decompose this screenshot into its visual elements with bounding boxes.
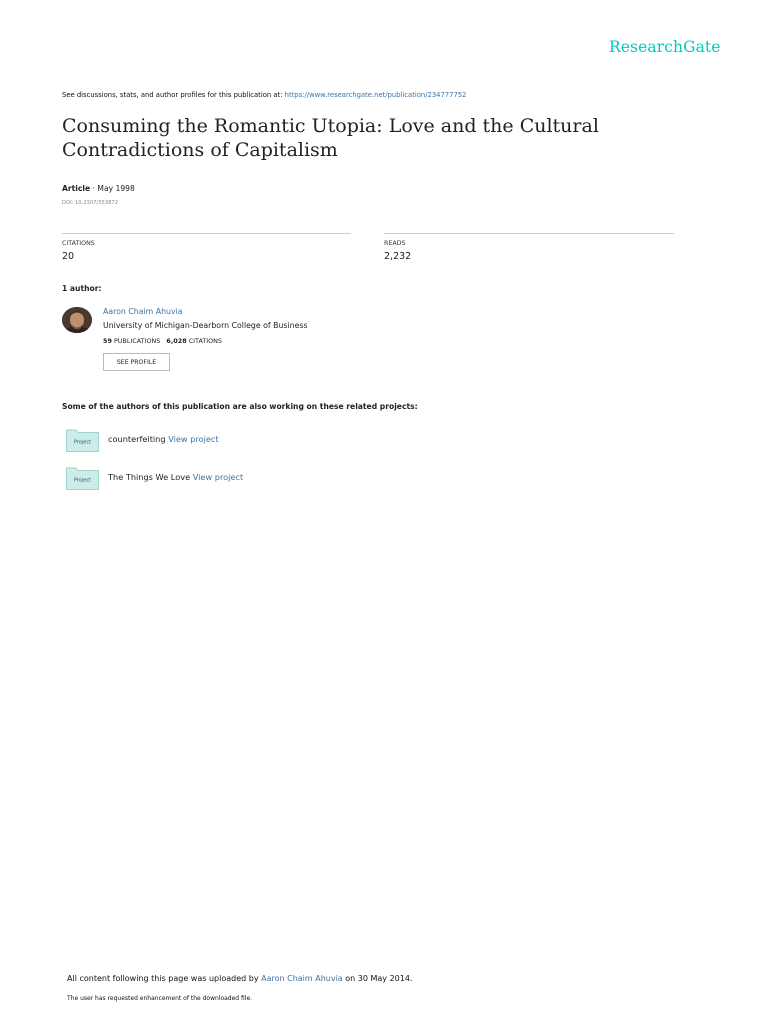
- intro-text: See discussions, stats, and author profiles for this publication at:: [62, 91, 283, 99]
- reads-label: READS: [384, 240, 406, 247]
- paper-meta: [62, 184, 135, 193]
- publication-link[interactable]: https://www.researchgate.net/publication/234777752: [284, 91, 467, 99]
- project-icon-label: Project: [73, 477, 92, 484]
- author-citations-count: 6,028: [166, 337, 187, 345]
- project-name: The Things We Love: [108, 472, 191, 482]
- upload-date: on 30 May 2014.: [345, 974, 413, 983]
- authors-heading: 1 author:: [62, 284, 102, 293]
- author-affiliation: University of Michigan-Dearborn College of Business: [103, 321, 308, 330]
- citations-divider: [62, 233, 351, 234]
- reads-divider: [384, 233, 674, 234]
- meta-separator: ·: [92, 184, 95, 193]
- upload-notice: [67, 974, 412, 983]
- publications-count: 59: [103, 337, 112, 345]
- view-project-link[interactable]: View project: [192, 472, 244, 482]
- view-project-link[interactable]: View project: [168, 434, 219, 444]
- project-icon-label: Project: [73, 439, 92, 446]
- project-folder-icon[interactable]: [66, 428, 99, 452]
- reads-value: 2,232: [384, 251, 412, 262]
- intro-line: [62, 91, 466, 99]
- see-profile-button[interactable]: SEE PROFILE: [103, 353, 170, 371]
- project-folder-icon[interactable]: [66, 466, 99, 490]
- uploader-link[interactable]: Aaron Chaim Ahuvia: [261, 974, 343, 983]
- citations-value: 20: [62, 251, 75, 262]
- paper-date: May 1998: [97, 184, 135, 193]
- author-stats: [103, 337, 222, 345]
- related-projects-heading: Some of the authors of this publication are also working on these related projects:: [62, 402, 418, 411]
- author-avatar[interactable]: [62, 307, 92, 333]
- project-item: [108, 434, 219, 444]
- project-name: counterfeiting: [108, 434, 166, 444]
- author-name-link[interactable]: Aaron Chaim Ahuvia: [103, 307, 183, 316]
- paper-title: Consuming the Romantic Utopia: Love and the Cultural Contradictions of Capitalism: [62, 115, 599, 161]
- citations-label: CITATIONS: [62, 240, 95, 247]
- publications-label: PUBLICATIONS: [113, 337, 161, 345]
- paper-doi: DOI: 10.2307/353872: [62, 200, 119, 206]
- researchgate-logo[interactable]: ResearchGate: [609, 38, 721, 56]
- author-citations-label: CITATIONS: [188, 337, 222, 345]
- paper-type: Article: [62, 184, 91, 193]
- author-photo-icon: [62, 307, 92, 333]
- upload-prefix: All content following this page was uploaded by: [67, 974, 259, 983]
- project-item: [108, 472, 243, 482]
- enhancement-note: The user has requested enhancement of the downloaded file.: [67, 995, 253, 1002]
